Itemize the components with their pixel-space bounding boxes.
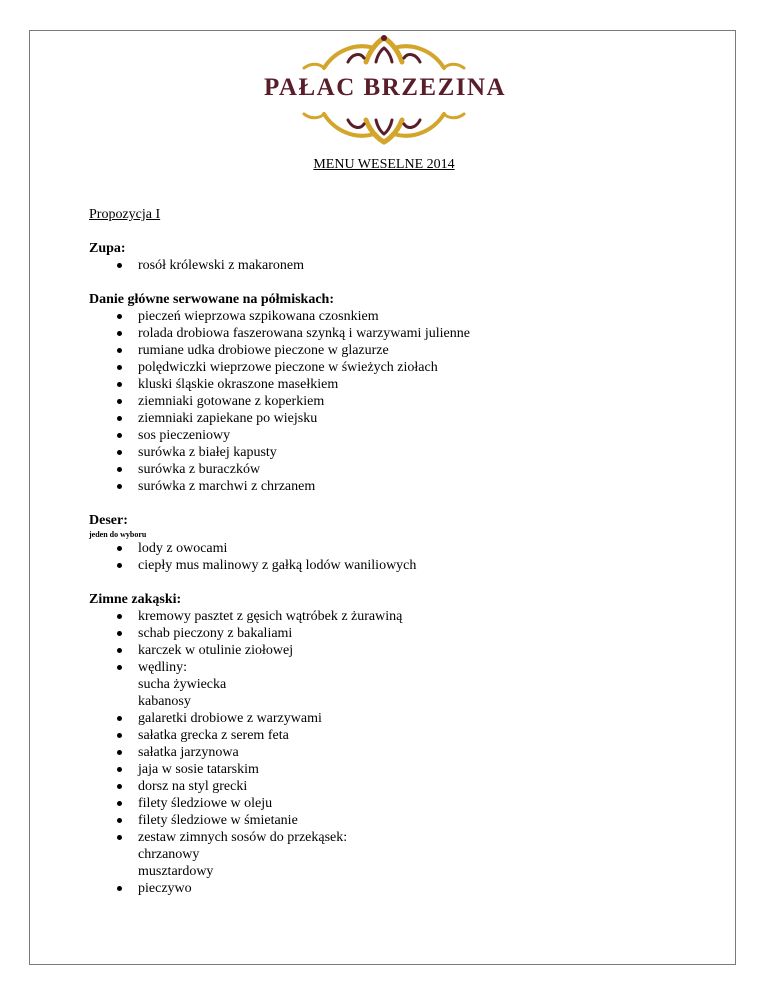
list-item: karczek w otulinie ziołowej xyxy=(89,642,709,659)
logo xyxy=(264,32,507,147)
sub-item: musztardowy xyxy=(138,864,214,879)
list-item: rumiane udka drobiowe pieczone w glazurze xyxy=(89,342,709,359)
list-item: sałatka jarzynowa xyxy=(89,744,709,761)
dessert-heading: Deser: xyxy=(89,513,128,528)
list-item: lody z owocami xyxy=(89,540,709,557)
list-item: sałatka grecka z serem feta xyxy=(89,727,709,744)
list-item: kremowy pasztet z gęsich wątróbek z żurawiną xyxy=(89,608,709,625)
list-item: wędliny: xyxy=(89,659,709,676)
list-item: galaretki drobiowe z warzywami xyxy=(89,710,709,727)
list-item: surówka z buraczków xyxy=(89,461,709,478)
list-item: surówka z białej kapusty xyxy=(89,444,709,461)
list-item: pieczeń wieprzowa szpikowana czosnkiem xyxy=(89,308,709,325)
list-item: filety śledziowe w śmietanie xyxy=(89,812,709,829)
list-item: rosół królewski z makaronem xyxy=(89,257,709,274)
dessert-note: jeden do wyboru xyxy=(89,530,147,539)
list-item: surówka z marchwi z chrzanem xyxy=(89,478,709,495)
main-course-list xyxy=(89,308,709,495)
sub-item: kabanosy xyxy=(138,694,191,709)
list-item: schab pieczony z bakaliami xyxy=(89,625,709,642)
menu-title: MENU WESELNE 2014 xyxy=(313,157,455,172)
list-item: sos pieczeniowy xyxy=(89,427,709,444)
list-item: filety śledziowe w oleju xyxy=(89,795,709,812)
cold-starters-heading: Zimne zakąski: xyxy=(89,592,182,607)
dessert-list xyxy=(89,540,709,574)
list-item: rolada drobiowa faszerowana szynką i warzywami julienne xyxy=(89,325,709,342)
soup-list xyxy=(89,257,709,274)
proposal-title: Propozycja I xyxy=(89,207,161,222)
list-item: ziemniaki zapiekane po wiejsku xyxy=(89,410,709,427)
soup-heading: Zupa: xyxy=(89,241,126,256)
sub-item: chrzanowy xyxy=(138,847,200,862)
list-item: dorsz na styl grecki xyxy=(89,778,709,795)
list-item: zestaw zimnych sosów do przekąsek: xyxy=(89,829,709,846)
logo-text: PAŁAC BRZEZINA xyxy=(264,74,507,101)
list-item: pieczywo xyxy=(89,880,709,897)
list-item: ciepły mus malinowy z gałką lodów waniliowych xyxy=(89,557,709,574)
list-item: ziemniaki gotowane z koperkiem xyxy=(89,393,709,410)
list-item: jaja w sosie tatarskim xyxy=(89,761,709,778)
list-item: kluski śląskie okraszone masełkiem xyxy=(89,376,709,393)
cold-starters-list xyxy=(89,608,709,897)
sub-item: sucha żywiecka xyxy=(138,677,227,692)
main-course-heading: Danie główne serwowane na półmiskach: xyxy=(89,292,335,307)
menu-content xyxy=(89,206,709,914)
list-item: polędwiczki wieprzowe pieczone w świeżych ziołach xyxy=(89,359,709,376)
